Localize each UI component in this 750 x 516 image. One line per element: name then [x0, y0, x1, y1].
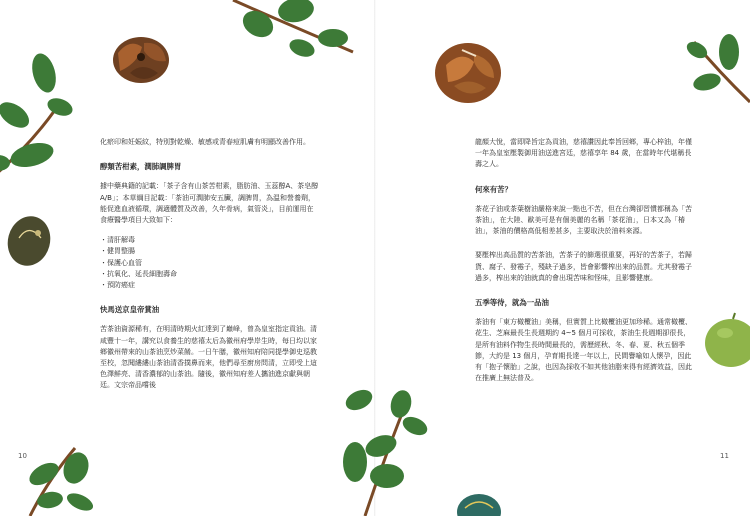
- green-tea-fruit-illustration: [703, 313, 750, 369]
- tea-seed-pod-illustration: [432, 40, 504, 106]
- list-item: ・抗氧化、延長細胞壽命: [100, 269, 177, 278]
- list-item: ・清肝解毒: [100, 236, 135, 245]
- page-number: 10: [18, 452, 27, 460]
- intro-paragraph: 化瘀印和妊娠紋，特別對乾燥、敏感或青春痘肌膚有明顯改善作用。: [100, 138, 310, 146]
- list-item: ・保護心血管: [100, 258, 142, 267]
- left-text-column: [100, 137, 320, 392]
- tea-branch-illustration-top-left: [0, 55, 90, 185]
- list-item: ・健胃整腸: [100, 247, 135, 256]
- right-page: [375, 0, 750, 516]
- body-paragraph: 要壓榨出高品質的苦茶油，苦茶子的篩選很重要，再好的苦茶子，若歸貨、腐子、發霉子，殘缺子過多，皆會影響榨出來的品質。尤其發霉子過多，榨出來的油就真的會出現苦味和怪味，且影響健康。: [475, 251, 692, 282]
- section-heading: 快馬送京皇帝賞油: [100, 305, 160, 315]
- body-paragraph: 苦茶油資源稀有，在明清時期火紅達到了巔峰，曾為皇室指定貢油。清咸豐十一年，講究以食養生的慈禧太后為徽州府學岸生時，每日均以家鄉徽州帶來的山茶油烹炒菜餚。一日午膳，徽州知府陪同提學御史巡教至校，忽聞縷縷山茶油清香撲鼻而來，他們尋至廚房問清，立即受上這色澤鮮亮、清香濃郁的山茶油。隨後，徽州知府差人攜油進京獻與朝廷。文宗帝品嚐後: [100, 325, 317, 390]
- body-paragraph: 據中藥典籍的記載：「茶子含有山茶苦柑素，脂肪油、玉蕊醇A、茶皂醇 A/B」；本草綱目記載：「茶油可潤肺安五臟，調脾胃，為温和營養劑，能促進血液循環，調適體質及改善，久年骨病，氣管炎」，目前運用在食療醫學項目大致如下：: [100, 182, 319, 225]
- section-heading: 五季等待，就為一品油: [475, 298, 549, 308]
- tea-branch-illustration-bottom-left: [20, 440, 100, 516]
- tea-branch-illustration-bottom-right: [355, 386, 435, 516]
- tea-seed-illustration: [5, 213, 55, 269]
- section-heading: 醇類苦柑素，潤肺調脾胃: [100, 162, 182, 172]
- body-paragraph: 茶油有「東方橄欖油」美稱，但實質上比橄欖油更加珍稀。通常橄欖、花生、芝麻最長生長週期約 4~5 個月可採收，茶油生長週期卻很長，是所有油料作物生長時間最長的，需歷經秋、冬、春、夏、秋五個季節，大約是 13 個月，孕育期長達一年以上，民間譽喻如人懷孕，因此有「抱子懷胎」之說，也因為採收不如其他油脂來得有經濟效益，因此在推廣上無法普及。: [475, 318, 692, 383]
- intro-paragraph: 龍顏大悅，當即降旨定為貢油，慈禧讚因此奉旨回鄉，專心梓油，年僅一年為皇室壓製御用油送進宮廷，慈禧享年 84 歲，在當時年代堪稱長壽之人。: [475, 138, 692, 169]
- benefits-list: [100, 235, 320, 291]
- tea-seed-illustration-bottom: [455, 488, 503, 516]
- page-number: 11: [720, 452, 729, 460]
- section-heading: 何來有苦？: [475, 184, 512, 194]
- list-item: ・預防癌症: [100, 281, 135, 290]
- tea-seed-pod-illustration: [108, 33, 174, 87]
- right-text-column: [475, 137, 693, 384]
- tea-branch-illustration-top: [228, 0, 358, 72]
- tea-branch-illustration-top-right: [679, 32, 750, 112]
- body-paragraph: 茶花子油或茶葉樹油嚴格來說一點也不苦，但在台灣卻習慣都稱為「苦茶油」，在大陸、歐美可是有個美麗的名稱「茶花油」，日本又為「椿油」，茶油的價格高低相差甚多，主要取決於油料來源。: [475, 204, 692, 236]
